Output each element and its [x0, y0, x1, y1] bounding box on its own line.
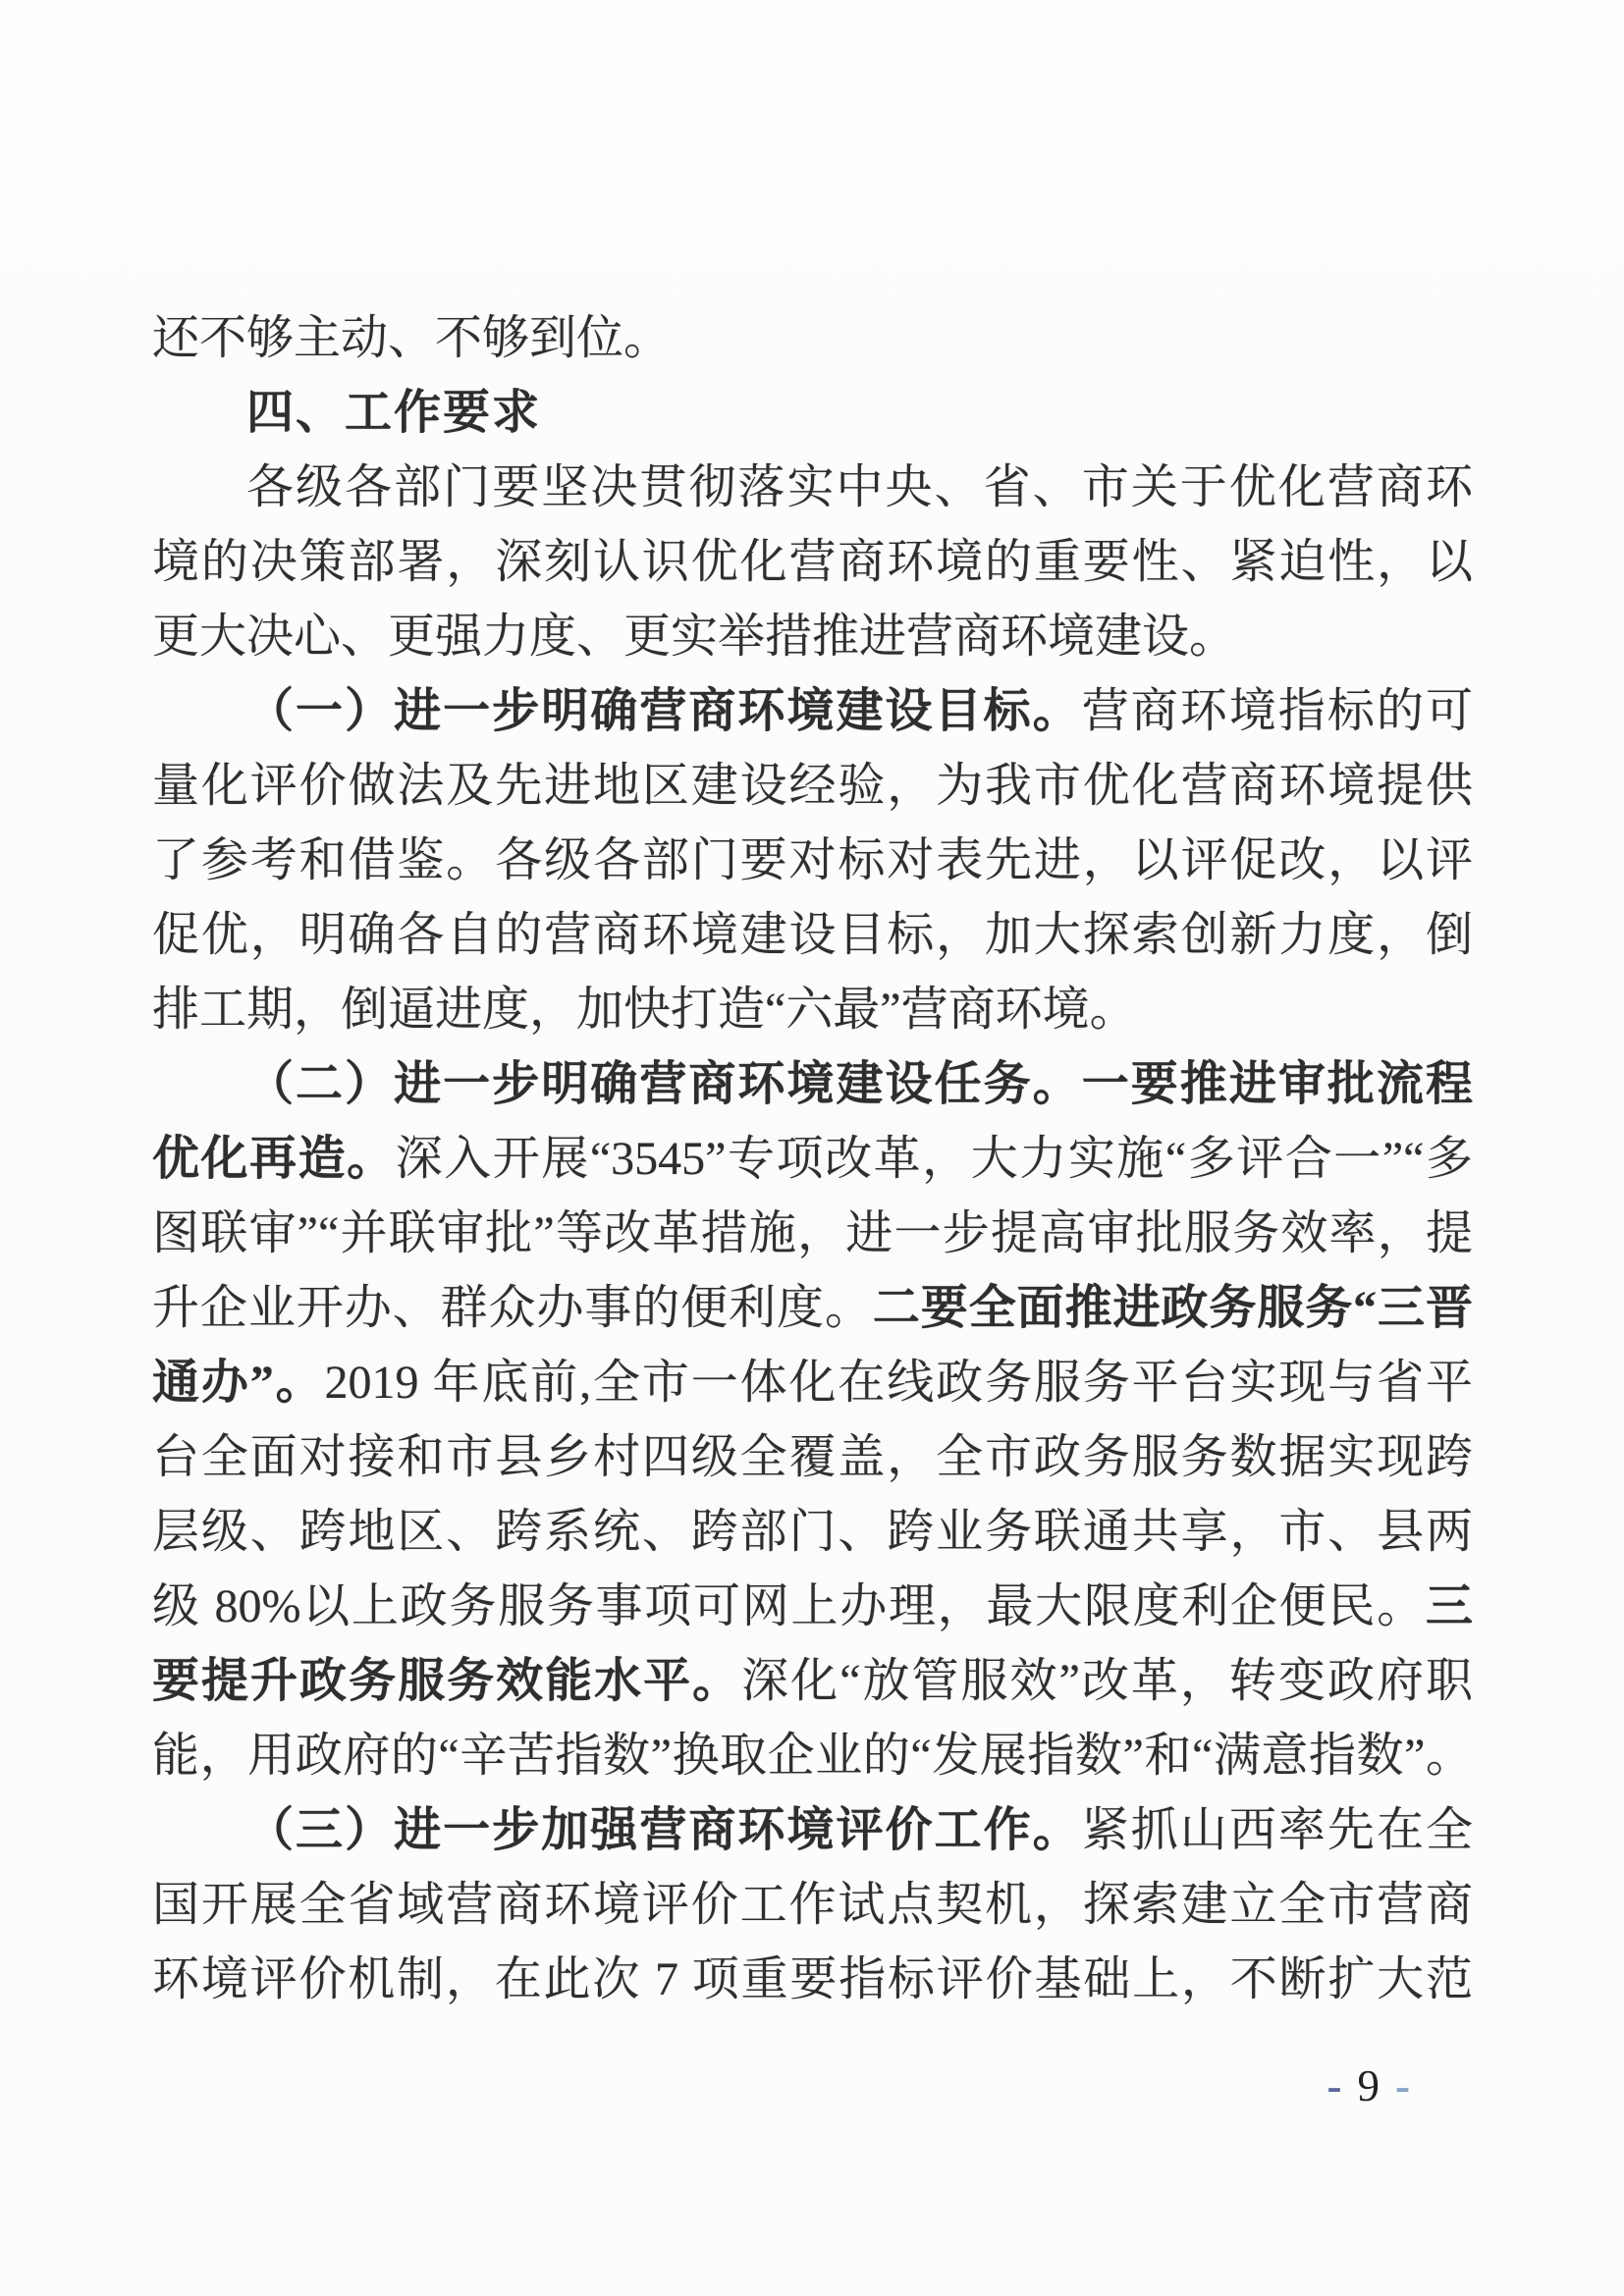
lead-sentence: （三）进一步加强营商环境评价工作。 — [246, 1804, 1082, 1856]
text-segment: 图联审”“并联审批”等改革措施，进一步提高审批服务效率，提 — [152, 1207, 1473, 1259]
text-line — [152, 1868, 1473, 1943]
page-number — [1327, 2055, 1411, 2117]
page-number-right-dash: - — [1395, 2061, 1410, 2110]
text-segment: 紧抓山西率先在全 — [1081, 1804, 1473, 1856]
section-heading — [152, 376, 1473, 451]
text-line — [152, 1793, 1473, 1868]
heading-text: 四、工作要求 — [246, 387, 542, 439]
text-line — [152, 600, 1473, 674]
text-line — [152, 898, 1473, 973]
text-segment: 台全面对接和市县乡村四级全覆盖，全市政务服务数据实现跨 — [152, 1431, 1473, 1483]
text-line — [152, 451, 1473, 525]
lead-sentence: 通办”。 — [152, 1357, 325, 1409]
text-segment: 层级、跨地区、跨系统、跨部门、跨业务联通共享，市、县两 — [152, 1506, 1473, 1558]
lead-sentence: 优化再造。 — [152, 1133, 396, 1185]
text-line — [152, 749, 1473, 824]
text-line — [152, 973, 1473, 1047]
text-line — [152, 1420, 1473, 1495]
text-segment: 环境评价机制，在此次 7 项重要指标评价基础上，不断扩大范 — [152, 1953, 1473, 2005]
lead-sentence: 要提升政务服务效能水平。 — [152, 1655, 742, 1707]
text-line — [152, 1346, 1473, 1420]
text-line — [152, 824, 1473, 898]
document-body — [152, 301, 1473, 2017]
page-number-value: 9 — [1357, 2061, 1380, 2110]
text-segment: 促优，明确各自的营商环境建设目标，加大探索创新力度，倒 — [152, 909, 1473, 961]
text-line — [152, 301, 1473, 376]
lead-sentence: （一）进一步明确营商环境建设目标。 — [246, 685, 1082, 737]
text-segment: 级 80%以上政务服务事项可网上办理，最大限度利企便民。 — [152, 1580, 1426, 1632]
text-segment: 量化评价做法及先进地区建设经验，为我市优化营商环境提供 — [152, 760, 1473, 812]
text-line — [152, 1943, 1473, 2017]
text-segment: 还不够主动、不够到位。 — [152, 312, 672, 364]
text-line — [152, 1570, 1473, 1644]
lead-sentence: （二）进一步明确营商环境建设任务。一要推进审批流程 — [246, 1058, 1473, 1110]
lead-sentence: 二要全面推进政务服务“三晋 — [872, 1282, 1473, 1334]
text-segment: 升企业开办、群众办事的便利度。 — [152, 1282, 873, 1334]
text-segment: 营商环境指标的可 — [1081, 685, 1473, 737]
text-segment: 能，用政府的“辛苦指数”换取企业的“发展指数”和“满意指数”。 — [152, 1730, 1473, 1782]
text-line — [152, 1122, 1473, 1197]
text-segment: 各级各部门要坚决贯彻落实中央、省、市关于优化营商环 — [246, 461, 1473, 513]
text-line — [152, 1495, 1473, 1570]
text-segment: 境的决策部署，深刻认识优化营商环境的重要性、紧迫性，以 — [152, 536, 1473, 588]
text-segment: 排工期，倒逼进度，加快打造“六最”营商环境。 — [152, 984, 1137, 1036]
text-line — [152, 1719, 1473, 1793]
text-line — [152, 674, 1473, 749]
lead-sentence: 三 — [1425, 1580, 1473, 1632]
text-line — [152, 1271, 1473, 1346]
text-segment: 更大决心、更强力度、更实举措推进营商环境建设。 — [152, 611, 1237, 663]
text-line — [152, 525, 1473, 600]
text-segment: 国开展全省域营商环境评价工作试点契机，探索建立全市营商 — [152, 1879, 1473, 1931]
text-line — [152, 1197, 1473, 1271]
text-line — [152, 1644, 1473, 1719]
text-segment: 深化“放管服效”改革，转变政府职 — [741, 1655, 1473, 1707]
text-segment: 深入开展“3545”专项改革，大力实施“多评合一”“多 — [395, 1133, 1473, 1185]
text-segment: 了参考和借鉴。各级各部门要对标对表先进，以评促改，以评 — [152, 834, 1473, 886]
text-line — [152, 1047, 1473, 1122]
page-number-left-dash: - — [1326, 2061, 1342, 2110]
text-segment: 2019 年底前,全市一体化在线政务服务平台实现与省平 — [324, 1357, 1473, 1409]
